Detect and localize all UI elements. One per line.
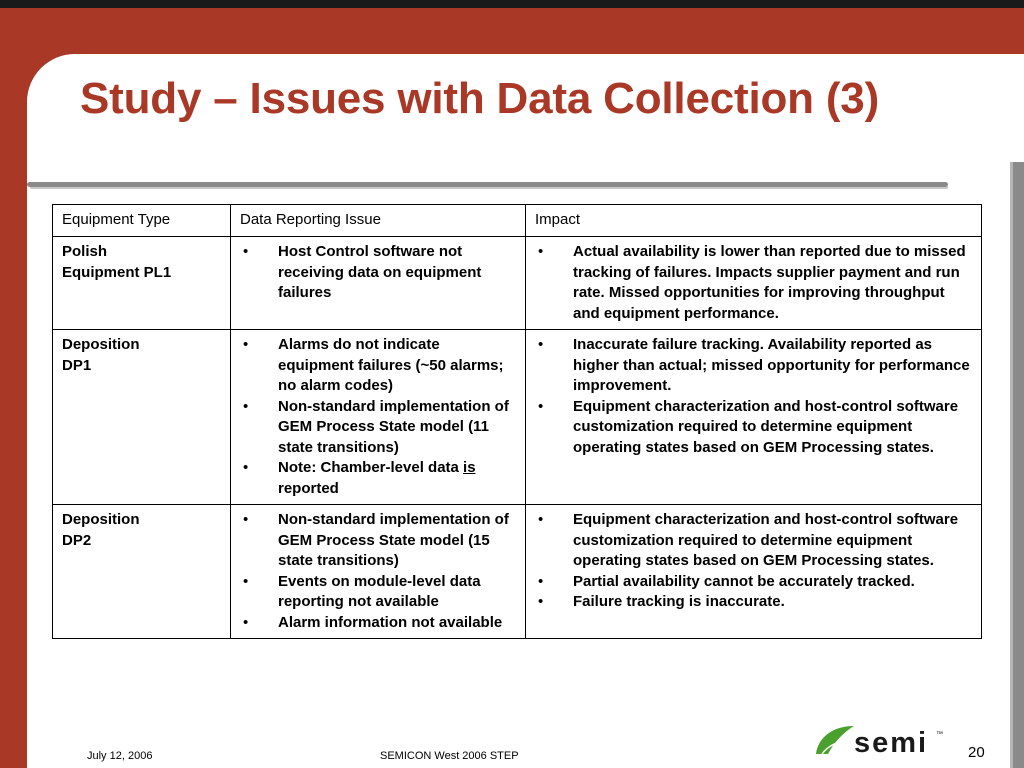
table-row [53, 505, 982, 639]
header-equipment-type: Equipment Type [53, 205, 231, 237]
issue-cell [231, 237, 526, 330]
impact-item: • Equipment characterization and host-control software customization required to determine equipment operating states based on GEM Processing states. [535, 397, 973, 459]
right-side-bar-highlight [1010, 162, 1013, 768]
issue-note-emphasis: is [463, 459, 476, 476]
equipment-type-line: Polish [62, 243, 108, 260]
issue-item: • Alarm information not available [240, 613, 517, 634]
equipment-id-line: Equipment PL1 [62, 263, 172, 281]
table-row [53, 330, 982, 505]
logo-trademark: ™ [936, 731, 943, 738]
equipment-id-line: DP2 [62, 531, 92, 549]
header-data-reporting-issue: Data Reporting Issue [231, 205, 526, 237]
issue-cell [231, 330, 526, 505]
impact-item: • Equipment characterization and host-control software customization required to determine equipment operating states based on GEM Processing states. [535, 510, 973, 572]
equipment-type-cell [53, 330, 231, 505]
impact-item: • Failure tracking is inaccurate. [535, 592, 973, 613]
table-header-row [53, 205, 982, 237]
footer-date: July 12, 2006 [87, 750, 153, 762]
footer-event: SEMICON West 2006 STEP [380, 750, 519, 762]
header-impact: Impact [526, 205, 982, 237]
issue-item: • Events on module-level data reporting not available [240, 572, 517, 613]
semi-logo [814, 722, 964, 756]
issue-note-suffix: reported [278, 479, 339, 497]
equipment-type-line: Deposition [62, 336, 140, 353]
issue-note-prefix: Note: Chamber-level data [278, 459, 464, 476]
title-rule [27, 182, 948, 187]
issue-note-item [240, 458, 517, 499]
issue-item: • Non-standard implementation of GEM Process State model (11 state transitions) [240, 397, 517, 459]
equipment-type-cell [53, 505, 231, 639]
impact-cell [526, 330, 982, 505]
table-row [53, 237, 982, 330]
equipment-id-line: DP1 [62, 356, 92, 374]
slide-title: Study – Issues with Data Collection (3) [80, 74, 880, 123]
logo-wordmark: semi [854, 727, 929, 756]
impact-cell [526, 237, 982, 330]
top-edge-bar [0, 0, 1024, 8]
page-number: 20 [968, 744, 985, 761]
issue-item: • Non-standard implementation of GEM Process State model (15 state transitions) [240, 510, 517, 572]
issue-item: • Host Control software not receiving data on equipment failures [240, 242, 517, 304]
issues-table [52, 204, 982, 639]
impact-item: • Actual availability is lower than reported due to missed tracking of failures. Impacts supplier payment and run rate. Missed opportunities for improving throughput and equipment performance. [535, 242, 973, 324]
equipment-type-cell [53, 237, 231, 330]
issue-item: • Alarms do not indicate equipment failures (~50 alarms; no alarm codes) [240, 335, 517, 397]
equipment-type-line: Deposition [62, 511, 140, 528]
semi-leaf-icon [816, 726, 854, 754]
impact-item: • Inaccurate failure tracking. Availability reported as higher than actual; missed opportunity for performance improvement. [535, 335, 973, 397]
impact-cell [526, 505, 982, 639]
issue-cell [231, 505, 526, 639]
impact-item: • Partial availability cannot be accurately tracked. [535, 572, 973, 593]
